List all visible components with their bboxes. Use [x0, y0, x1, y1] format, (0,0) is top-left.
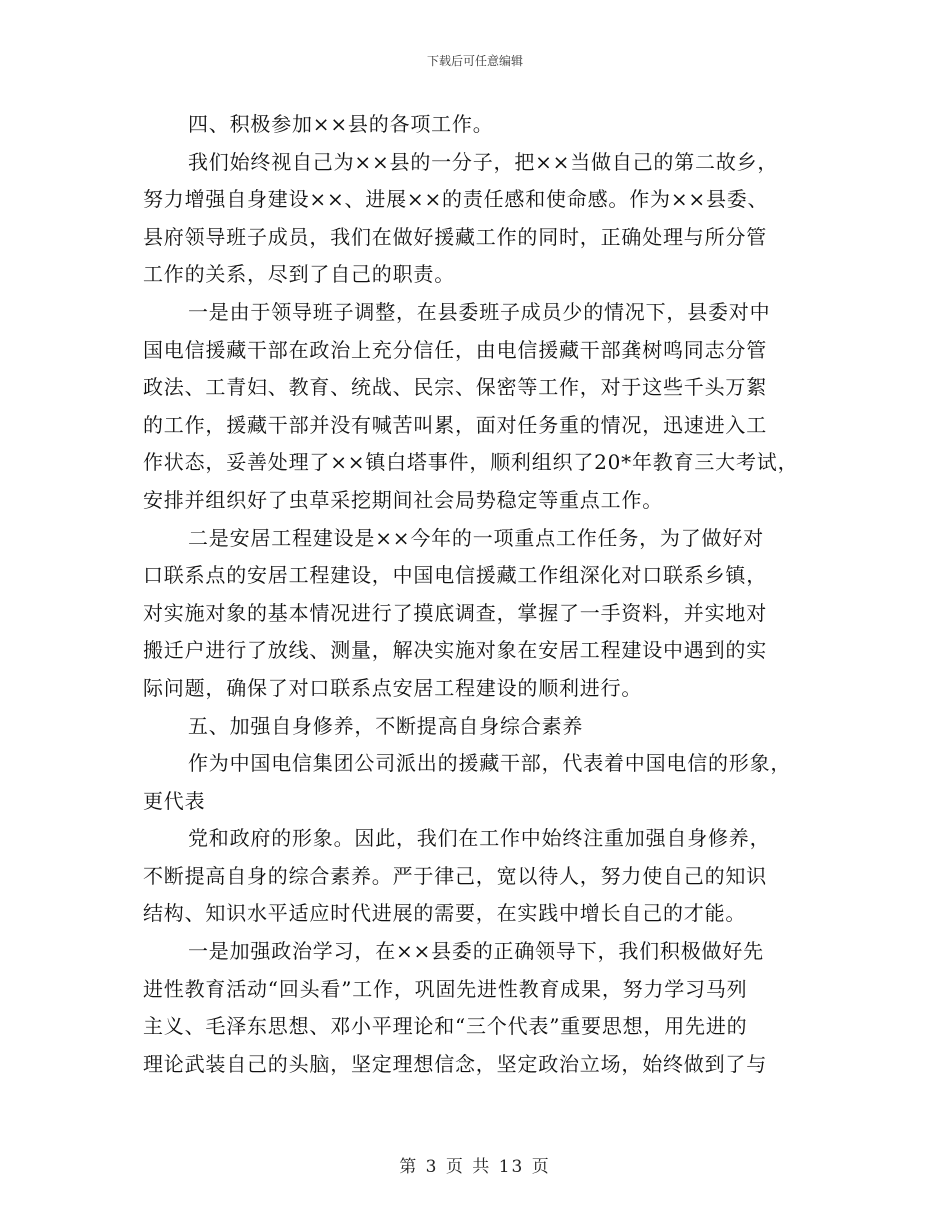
- text-line: 二是安居工程建设是××今年的一项重点工作任务，为了做好对: [188, 525, 764, 550]
- text-line: 更代表: [143, 788, 206, 813]
- text-line: 结构、知识水平适应时代进展的需要，在实践中增长自己的才能。: [143, 901, 747, 926]
- text-line: 努力增强自身建设××、进展××的责任感和使命感。作为××县委、: [143, 187, 769, 212]
- page-number: 第 3 页 共 13 页: [399, 1157, 551, 1177]
- header-note: 下载后可任意编辑: [426, 54, 523, 68]
- document-body: [143, 106, 823, 1083]
- text-line: 工作的关系，尽到了自己的职责。: [143, 262, 455, 287]
- text-line: 的工作，援藏干部并没有喊苦叫累，面对任务重的情况，迅速进入工: [143, 412, 767, 437]
- text-line: 口联系点的安居工程建设，中国电信援藏工作组深化对口联系乡镇，: [143, 563, 767, 588]
- text-line: 党和政府的形象。因此，我们在工作中始终注重加强自身修养，: [188, 826, 771, 851]
- text-line: 国电信援藏干部在政治上充分信任，由电信援藏干部龚树鸣同志分管: [143, 337, 767, 362]
- text-line: 安排并组织好了虫草采挖期间社会局势稳定等重点工作。: [143, 487, 663, 512]
- text-line: 对实施对象的基本情况进行了摸底调查，掌握了一手资料，并实地对: [143, 600, 767, 625]
- text-line: 理论武装自己的头脑，坚定理想信念，坚定政治立场，始终做到了与: [143, 1051, 767, 1076]
- text-line: 五、加强自身修养，不断提高自身综合素养: [188, 713, 584, 738]
- text-line: 一是加强政治学习，在××县委的正确领导下，我们积极做好先: [188, 939, 764, 964]
- text-line: 进性教育活动“回头看”工作，巩固先进性教育成果，努力学习马列: [143, 976, 748, 1001]
- text-line: 主义、毛泽东思想、邓小平理论和“三个代表”重要思想，用先进的: [143, 1014, 748, 1039]
- text-line: 作为中国电信集团公司派出的援藏干部，代表着中国电信的形象，: [188, 751, 792, 776]
- text-line: 搬迁户进行了放线、测量，解决实施对象在安居工程建设中遇到的实: [143, 638, 767, 663]
- text-line: 一是由于领导班子调整，在县委班子成员少的情况下，县委对中: [188, 299, 771, 324]
- text-line: 我们始终视自己为××县的一分子，把××当做自己的第二故乡，: [188, 149, 779, 174]
- text-line: 际问题，确保了对口联系点安居工程建设的顺利进行。: [143, 675, 643, 700]
- text-line: 作状态，妥善处理了××镇白塔事件，顺利组织了20*年教育三大考试，: [143, 450, 799, 475]
- text-line: 县府领导班子成员，我们在做好援藏工作的同时，正确处理与所分管: [143, 224, 767, 249]
- text-line: 政法、工青妇、教育、统战、民宗、保密等工作，对于这些千头万絮: [143, 375, 767, 400]
- text-line: 不断提高自身的综合素养。严于律己，宽以待人，努力使自己的知识: [143, 863, 767, 888]
- text-line: 四、积极参加××县的各项工作。: [188, 112, 494, 136]
